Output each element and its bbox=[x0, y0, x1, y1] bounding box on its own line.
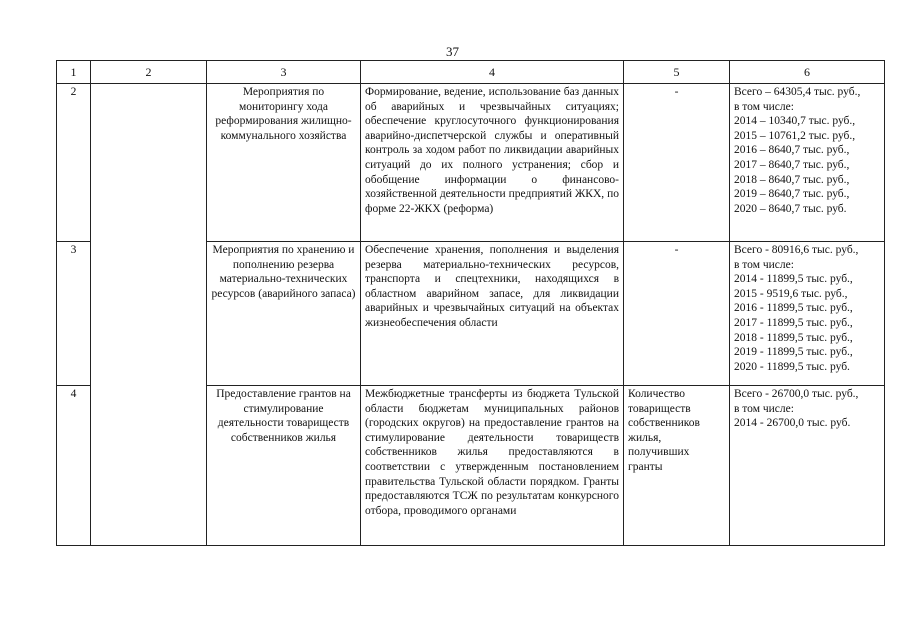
funding-line: в том числе: bbox=[734, 100, 794, 113]
funding-line: 2017 – 8640,7 тыс. руб., bbox=[734, 158, 850, 171]
funding-line: 2018 – 8640,7 тыс. руб., bbox=[734, 173, 850, 186]
merged-empty-cell bbox=[91, 84, 207, 546]
activity-description: Обеспечение хранения, пополнения и выделения резерва материально-технических ресурсов, транспорта и спецтехники, находящихся в областном аварийном запасе, для ликвидации аварийных и чрезвычайных ситуаций на объектах жизнеобеспечения области bbox=[361, 242, 624, 386]
funding-line: 2019 - 11899,5 тыс. руб., bbox=[734, 346, 853, 359]
funding-line: 2014 - 26700,0 тыс. руб. bbox=[734, 417, 851, 430]
funding-line: Всего - 80916,6 тыс. руб., bbox=[734, 244, 859, 256]
page-number: 37 bbox=[446, 44, 459, 59]
result-indicator: - bbox=[624, 242, 730, 386]
funding-line: 2020 - 11899,5 тыс. руб. bbox=[734, 360, 850, 373]
activity-description: Формирование, ведение, использование баз данных об аварийных и чрезвычайных ситуациях; обеспечение круглосуточного функционирования аварийно-диспетчерской службы и оперативный контроль за ходом работ по ликвидации аварийных ситуаций до их полного устранения; сбор и обобщение информации о финансово-хозяйственной деятельности предприятий ЖКХ, по форме 22-ЖКХ (реформа) bbox=[361, 84, 624, 242]
funding-cell bbox=[730, 84, 885, 242]
column-header: 2 bbox=[91, 61, 207, 84]
activities-table bbox=[56, 60, 885, 546]
funding-line: Всего – 64305,4 тыс. руб., bbox=[734, 86, 861, 98]
funding-line: в том числе: bbox=[734, 402, 794, 415]
result-indicator: Количество товариществ собственников жилья, получивших гранты bbox=[624, 386, 730, 546]
activity-name: Мероприятия по мониторингу хода реформирования жилищно-коммунального хозяйства bbox=[207, 84, 361, 242]
row-number: 3 bbox=[57, 242, 91, 386]
row-number: 4 bbox=[57, 386, 91, 546]
result-indicator: - bbox=[624, 84, 730, 242]
funding-line: Всего - 26700,0 тыс. руб., bbox=[734, 388, 859, 400]
activity-name: Мероприятия по хранению и пополнению резерва материально-технических ресурсов (аварийного запаса) bbox=[207, 242, 361, 386]
column-header: 5 bbox=[624, 61, 730, 84]
funding-line: 2015 - 9519,6 тыс. руб., bbox=[734, 287, 848, 300]
funding-cell bbox=[730, 242, 885, 386]
funding-cell bbox=[730, 386, 885, 546]
funding-line: 2017 - 11899,5 тыс. руб., bbox=[734, 316, 853, 329]
funding-line: в том числе: bbox=[734, 258, 794, 271]
funding-line: 2020 – 8640,7 тыс. руб. bbox=[734, 202, 847, 215]
funding-line: 2014 - 11899,5 тыс. руб., bbox=[734, 273, 853, 286]
activity-description: Межбюджетные трансферты из бюджета Тульской области бюджетам муниципальных районов (городских округов) на предоставление грантов на стимулирование деятельности товариществ собственников жилья предоставляются в соответствии с утвержденным постановлением правительства Тульской области порядком. Гранты предоставляются ТСЖ по результатам конкурсного отбора, проводимого органами bbox=[361, 386, 624, 546]
funding-line: 2014 – 10340,7 тыс. руб., bbox=[734, 115, 856, 128]
column-header: 1 bbox=[57, 61, 91, 84]
funding-line: 2015 – 10761,2 тыс. руб., bbox=[734, 129, 856, 142]
funding-line: 2018 - 11899,5 тыс. руб., bbox=[734, 331, 853, 344]
row-number: 2 bbox=[57, 84, 91, 242]
column-header: 4 bbox=[361, 61, 624, 84]
activity-name: Предоставление грантов на стимулирование деятельности товариществ собственников жилья bbox=[207, 386, 361, 546]
table-header-row bbox=[57, 61, 885, 84]
funding-line: 2019 – 8640,7 тыс. руб., bbox=[734, 188, 850, 201]
table-row bbox=[57, 84, 885, 242]
column-header: 6 bbox=[730, 61, 885, 84]
funding-line: 2016 – 8640,7 тыс. руб., bbox=[734, 144, 850, 157]
funding-line: 2016 - 11899,5 тыс. руб., bbox=[734, 302, 853, 315]
column-header: 3 bbox=[207, 61, 361, 84]
